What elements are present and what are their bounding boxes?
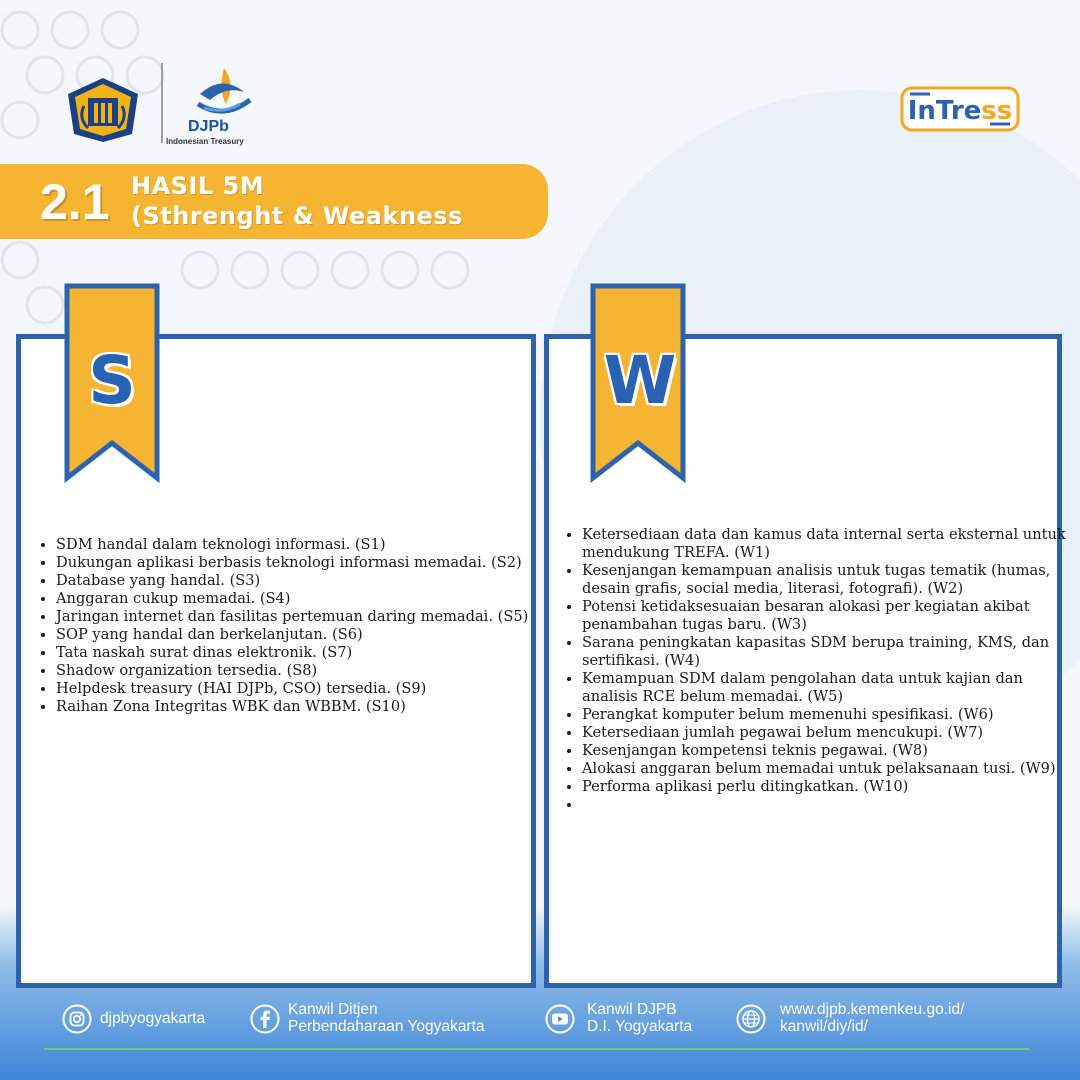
header-divider — [161, 63, 163, 143]
youtube-channel-line2[interactable]: D.I. Yogyakarta — [587, 1018, 693, 1035]
list-item: • Kemampuan SDM dalam pengolahan data untuk kajian dan analisis RCE belum memadai. (W5) — [582, 670, 1080, 706]
list-item: • Dukungan aplikasi berbasis teknologi informasi memadai. (S2) — [56, 554, 552, 572]
svg-text:InTress: InTress — [907, 96, 1013, 126]
facebook-page-line1[interactable]: Kanwil Ditjen — [288, 1001, 378, 1018]
list-item: • Kesenjangan kemampuan analisis untuk tugas tematik (humas, desain grafis, social media, literasi, fotografi). (W2) — [582, 562, 1080, 598]
facebook-icon[interactable] — [250, 1004, 280, 1034]
list-item: • Ketersediaan jumlah pegawai belum mencukupi. (W7) — [582, 724, 1080, 742]
list-item: • Performa aplikasi perlu ditingkatkan. (W10) — [582, 778, 1080, 796]
list-item: • Alokasi anggaran belum memadai untuk pelaksanaan tusi. (W9) — [582, 760, 1080, 778]
list-item — [582, 796, 1080, 814]
list-item: • Database yang handal. (S3) — [56, 572, 552, 590]
signature-scribble — [930, 905, 1040, 990]
section-number: 2.1 — [40, 174, 110, 230]
website-link-line2[interactable]: kanwil/diy/id/ — [780, 1018, 868, 1035]
djpb-subtitle: Indonesian Treasury — [166, 137, 244, 146]
list-item: • Ketersediaan data dan kamus data internal serta eksternal untuk mendukung TREFA. (W1) — [582, 526, 1080, 562]
youtube-channel-line1[interactable]: Kanwil DJPB — [587, 1001, 677, 1018]
list-item: • Shadow organization tersedia. (S8) — [56, 662, 552, 680]
weakness-letter: W — [603, 342, 677, 419]
list-item: • Raihan Zona Integritas WBK dan WBBM. (S10) — [56, 698, 552, 716]
globe-icon[interactable] — [736, 1004, 766, 1034]
intress-logo-icon — [900, 84, 1020, 134]
weakness-list — [556, 526, 1080, 814]
djpb-logo-icon — [180, 64, 266, 124]
website-link-line1[interactable]: www.djpb.kemenkeu.go.id/ — [780, 1001, 965, 1018]
youtube-icon[interactable] — [545, 1004, 575, 1034]
list-item: • Sarana peningkatan kapasitas SDM berupa training, KMS, dan sertifikasi. (W4) — [582, 634, 1080, 670]
djpb-name: DJPb — [188, 118, 229, 135]
list-item: • Jaringan internet dan fasilitas pertemuan daring memadai. (S5) — [56, 608, 552, 626]
kemenkeu-emblem-icon — [64, 76, 142, 144]
facebook-page-line2[interactable]: Perbendaharaan Yogyakarta — [288, 1018, 485, 1035]
list-item: • SDM handal dalam teknologi informasi. (S1) — [56, 536, 552, 554]
list-item: • Potensi ketidaksesuaian besaran alokasi per kegiatan akibat penambahan tugas baru. (W3) — [582, 598, 1080, 634]
list-item: • SOP yang handal dan berkelanjutan. (S6) — [56, 626, 552, 644]
strength-list — [30, 536, 552, 716]
list-item: • Kesenjangan kompetensi teknis pegawai. (W8) — [582, 742, 1080, 760]
list-item: • Anggaran cukup memadai. (S4) — [56, 590, 552, 608]
instagram-icon[interactable] — [62, 1004, 92, 1034]
page-subtitle: (Sthrenght & Weakness — [131, 202, 463, 230]
page-title: HASIL 5M — [131, 172, 265, 200]
list-item: • Helpdesk treasury (HAI DJPb, CSO) tersedia. (S9) — [56, 680, 552, 698]
list-item: • Perangkat komputer belum memenuhi spesifikasi. (W6) — [582, 706, 1080, 724]
footer-divider — [44, 1048, 1029, 1050]
instagram-handle[interactable]: djpbyogyakarta — [100, 1010, 206, 1027]
list-item: • Tata naskah surat dinas elektronik. (S7) — [56, 644, 552, 662]
strength-letter: S — [88, 342, 136, 419]
